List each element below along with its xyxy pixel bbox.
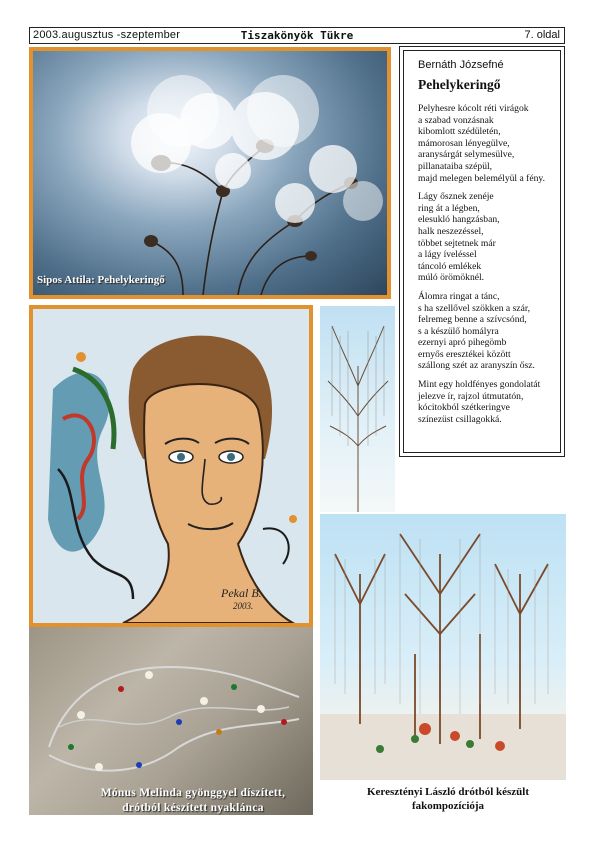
tree-composition-photo bbox=[320, 514, 566, 780]
necklace-caption-line2: drótból készített nyaklánca bbox=[122, 802, 264, 814]
poem-line: táncoló emlékek bbox=[418, 260, 482, 272]
trees-caption bbox=[330, 785, 566, 813]
poem-line: ernyős eresztékei között bbox=[418, 348, 511, 360]
poem-line: s a készülő homályra bbox=[418, 325, 499, 337]
poem-title: Pehelykeringő bbox=[418, 77, 501, 92]
wire-tree-illustration bbox=[320, 306, 395, 512]
poem-line: a lágy íveléssel bbox=[418, 249, 477, 261]
issue-date: 2003.augusztus -szeptember bbox=[33, 29, 181, 41]
poem-line: mámorosan lényegülve, bbox=[418, 137, 510, 149]
portrait-illustration bbox=[33, 309, 309, 623]
dandelion-illustration bbox=[33, 51, 387, 295]
poem-author: Bernáth Józsefné bbox=[418, 59, 504, 71]
poem-line: s ha szellővel szökken a szár, bbox=[418, 302, 531, 314]
poem-line: kócitokból szétkeringve bbox=[418, 402, 510, 414]
publication-title: Tiszakönyök Tükre bbox=[240, 29, 354, 42]
necklace-caption-line1: Mónus Melinda gyönggyel díszített, bbox=[100, 787, 286, 799]
page-number: 7. oldal bbox=[524, 29, 560, 41]
dandelion-photo bbox=[29, 47, 391, 299]
poem-line: többet sejtetnek már bbox=[418, 237, 496, 249]
poem-stanza bbox=[418, 291, 552, 372]
dandelion-caption: Sipos Attila: Pehelykeringő bbox=[37, 274, 165, 286]
portrait-year: 2003. bbox=[233, 601, 254, 611]
page-header bbox=[29, 27, 565, 44]
poem-line: múló örömöknél. bbox=[418, 272, 485, 284]
poem-line: ezernyi apró pihegömb bbox=[418, 337, 507, 349]
poem-line: Lágy ősznek zenéje bbox=[418, 191, 494, 203]
poem-stanza bbox=[418, 103, 552, 184]
poem-box bbox=[399, 46, 565, 457]
poem-line: Pelyhesre kócolt réti virágok bbox=[418, 103, 529, 114]
portrait-signature: Pekal B. bbox=[221, 586, 262, 600]
necklace-caption bbox=[68, 786, 318, 816]
poem-line: Mint egy holdfényes gondolatát bbox=[418, 379, 541, 391]
poem-line: Álomra ringat a tánc, bbox=[418, 290, 500, 302]
poem-inner-frame bbox=[403, 50, 561, 453]
poem-line: ring át a légben, bbox=[418, 202, 480, 214]
poem-line: elesukló hangzásban, bbox=[418, 214, 500, 226]
trees-caption-line1: Keresztényi László drótból készült bbox=[366, 786, 530, 798]
portrait-drawing bbox=[29, 305, 313, 627]
poem-line: pillanataiba szépül, bbox=[418, 160, 493, 172]
poem-line: halk neszezéssel, bbox=[418, 225, 484, 237]
poem-stanza bbox=[418, 379, 552, 425]
wire-tree-photo bbox=[320, 306, 395, 512]
poem-line: a szabad vonzásnak bbox=[418, 114, 494, 126]
poem-line: kibomlott szédületén, bbox=[418, 126, 501, 138]
poem-line: jelezve ír, rajzol útmutatón, bbox=[418, 390, 524, 402]
poem-line: aranysárgát selymesülve, bbox=[418, 149, 515, 161]
poem-line: színezüst csillagokká. bbox=[418, 413, 502, 425]
poem-body bbox=[418, 103, 552, 425]
poem-line: felremeg benne a szívcsónd, bbox=[418, 314, 527, 326]
poem-line: szállong szét az aranyszín ősz. bbox=[418, 360, 535, 372]
tree-composition-illustration bbox=[320, 514, 566, 780]
poem-line: majd melegen belemélyül a fény. bbox=[418, 172, 545, 184]
poem-stanza bbox=[418, 191, 552, 284]
trees-caption-line2: fakompozíciója bbox=[411, 800, 485, 812]
